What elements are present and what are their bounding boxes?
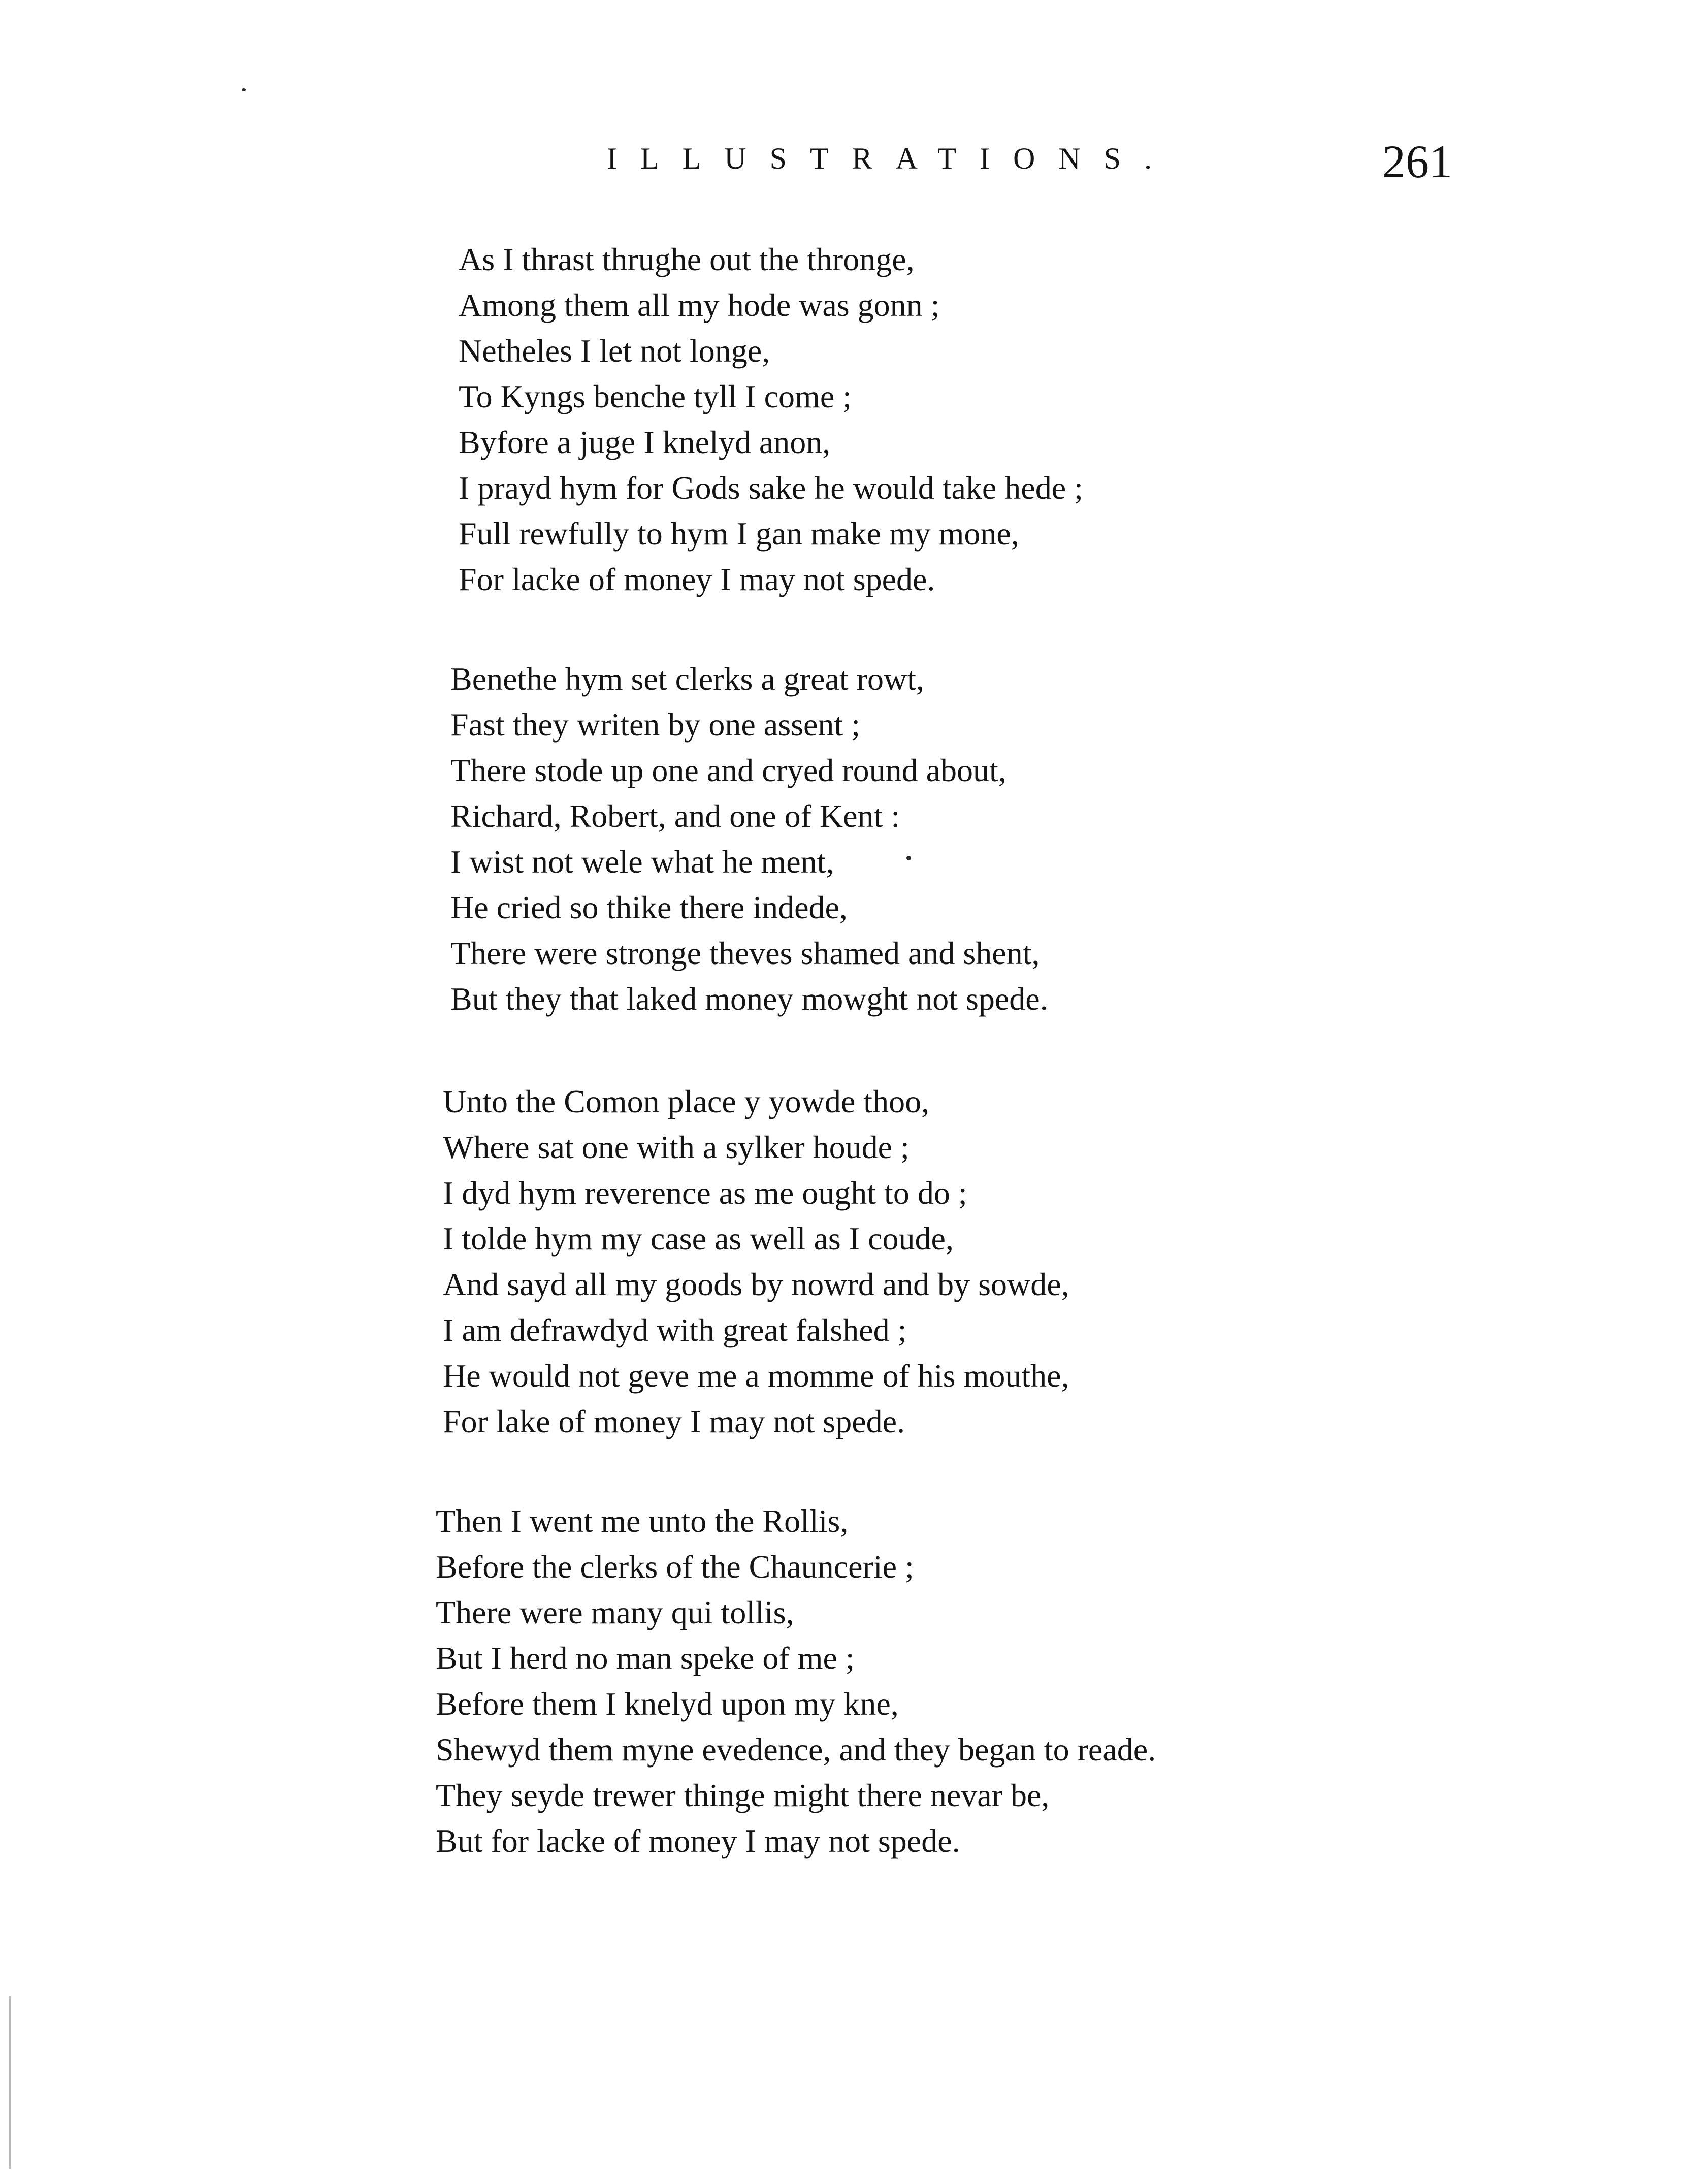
verse-line: As I thrast thrughe out the thronge, [459,241,915,277]
verse-line: Then I went me unto the Rollis, [436,1503,849,1539]
verse-line: They seyde trewer thinge might there nevar be, [436,1777,1050,1813]
verse-line: Netheles I let not longe, [459,333,770,369]
stanza [443,1079,1069,1444]
verse-line: Where sat one with a sylker houde ; [443,1129,910,1165]
verse-line: Benethe hym set clerks a great rowt, [450,661,924,697]
verse-line: I prayd hym for Gods sake he would take hede ; [459,470,1083,506]
verse-line: Among them all my hode was gonn ; [459,287,940,323]
verse-line: But for lacke of money I may not spede. [436,1823,960,1859]
verse-line: He cried so thike there indede, [450,889,848,925]
verse-line: He would not geve me a momme of his mouthe, [443,1358,1069,1394]
verse-line: There were many qui tollis, [436,1594,794,1630]
scan-speck [906,856,911,860]
verse-line: For lake of money I may not spede. [443,1403,905,1439]
verse-line: Byfore a juge I knelyd anon, [459,424,831,460]
stanza [459,237,1083,602]
scan-speck [242,88,246,91]
verse-line: Fast they writen by one assent ; [450,706,860,743]
verse-line: I wist not wele what he ment, [450,844,834,880]
scan-edge-line [9,1996,11,2169]
verse-line: Full rewfully to hym I gan make my mone, [459,516,1019,552]
page-number: 261 [1382,136,1452,187]
verse-line: But I herd no man speke of me ; [436,1640,855,1676]
verse-line: I dyd hym reverence as me ought to do ; [443,1175,967,1211]
verse-line: There stode up one and cryed round about, [450,752,1006,788]
verse-line: I tolde hym my case as well as I coude, [443,1221,954,1257]
verse-line: For lacke of money I may not spede. [459,561,935,597]
stanza [450,656,1048,1022]
stanza [436,1498,1156,1864]
verse-line: And sayd all my goods by nowrd and by sowde, [443,1266,1069,1302]
verse-line: There were stronge theves shamed and shent, [450,935,1040,971]
verse-line: Shewyd them myne evedence, and they began to reade. [436,1731,1156,1768]
running-title: ILLUSTRATIONS. [607,142,1175,175]
verse-line: Unto the Comon place y yowde thoo, [443,1083,930,1119]
verse-line: Before the clerks of the Chauncerie ; [436,1549,914,1585]
verse-line: But they that laked money mowght not spede. [450,981,1048,1017]
verse-line: Richard, Robert, and one of Kent : [450,798,900,834]
verse-line: To Kyngs benche tyll I come ; [459,378,852,414]
verse-line: Before them I knelyd upon my kne, [436,1686,899,1722]
verse-line: I am defrawdyd with great falshed ; [443,1312,907,1348]
